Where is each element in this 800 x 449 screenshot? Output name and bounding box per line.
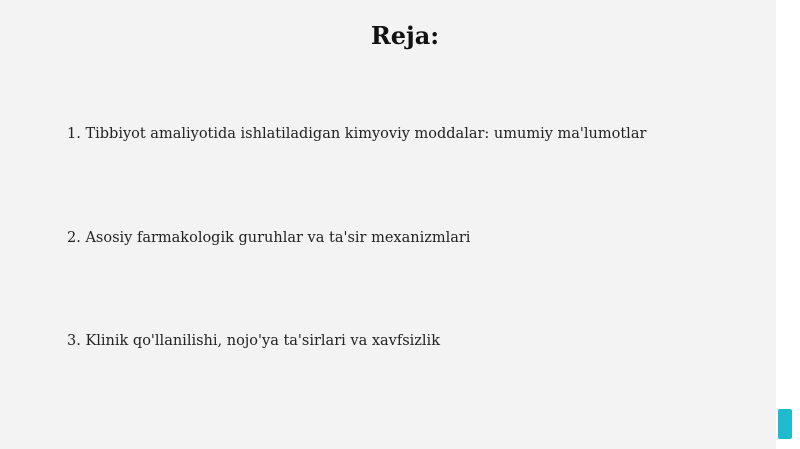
slide-title: Reja: xyxy=(370,21,440,50)
scrollbar-thumb[interactable] xyxy=(778,409,792,439)
scrollbar-track[interactable] xyxy=(776,0,800,449)
plan-item-2: 2. Asosiy farmakologik guruhlar va ta'sir mexanizmlari xyxy=(67,230,471,246)
plan-item-3: 3. Klinik qo'llanilishi, nojo'ya ta'sirlari va xavfsizlik xyxy=(67,333,440,349)
plan-item-1: 1. Tibbiyot amaliyotida ishlatiladigan kimyoviy moddalar: umumiy ma'lumotlar xyxy=(67,126,647,142)
